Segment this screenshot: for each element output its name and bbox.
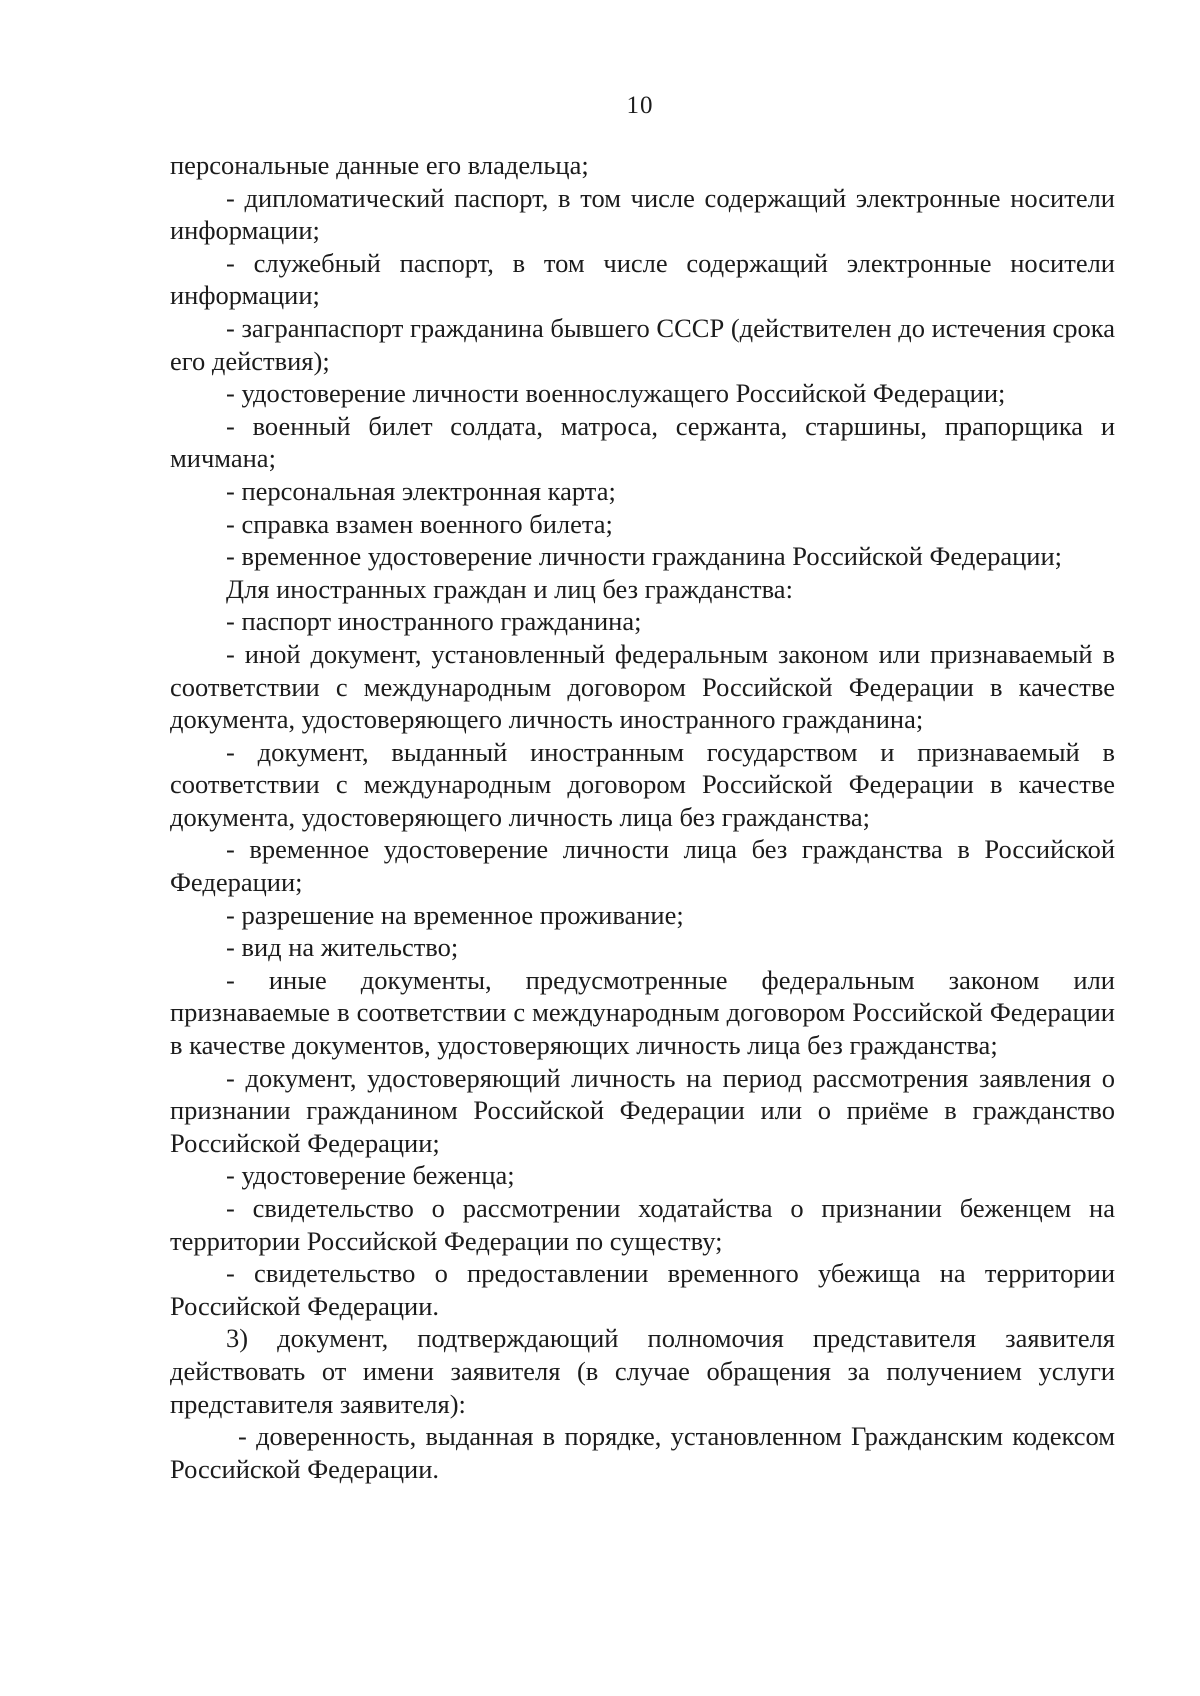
list-item: - документ, выданный иностранным государством и признаваемый в соответствии с международным договором Российской Федерации в качестве документа, удостоверяющего личность лица без гражданства;	[170, 736, 1115, 832]
list-item: - справка взамен военного билета;	[226, 508, 613, 539]
section-heading: Для иностранных граждан и лиц без гражданства:	[226, 573, 793, 604]
list-item: - загранпаспорт гражданина бывшего СССР (действителен до истечения срока его действия);	[170, 312, 1115, 376]
list-item: - иные документы, предусмотренные федеральным законом или признаваемые в соответствии с международным договором Российской Федерации в качестве документов, удостоверяющих личность лица без гражданства;	[170, 964, 1115, 1061]
list-item: - удостоверение личности военнослужащего Российской Федерации;	[226, 378, 1006, 409]
list-item: - временное удостоверение личности гражданина Российской Федерации;	[226, 541, 1063, 572]
list-item: - иной документ, установленный федеральным законом или признаваемый в соответствии с международным договором Российской Федерации в качестве документа, удостоверяющего личность иностранного гражданина;	[170, 638, 1115, 735]
list-item: - удостоверение беженца;	[226, 1160, 515, 1191]
list-item: - паспорт иностранного гражданина;	[226, 606, 642, 637]
list-item: - документ, удостоверяющий личность на период рассмотрения заявления о признании гражданином Российской Федерации или о приёме в гражданство Российской Федерации;	[170, 1062, 1115, 1158]
numbered-paragraph: 3) документ, подтверждающий полномочия представителя заявителя действовать от имени заявителя (в случае обращения за получением услуги представителя заявителя):	[170, 1323, 1115, 1419]
paragraph: персональные данные его владельца;	[170, 150, 589, 180]
document-body	[170, 149, 1115, 1485]
list-item: - временное удостоверение личности лица без гражданства в Российской Федерации;	[170, 834, 1115, 898]
list-item: - свидетельство о предоставлении временного убежища на территории Российской Федерации.	[170, 1258, 1115, 1321]
list-item: - разрешение на временное проживание;	[226, 899, 684, 930]
list-item: - персональная электронная карта;	[226, 475, 616, 506]
list-item: - дипломатический паспорт, в том числе содержащий электронные носители информации;	[170, 182, 1115, 246]
list-item: - доверенность, выданная в порядке, установленном Гражданским кодексом Российской Федерации.	[170, 1421, 1115, 1484]
page-number: 10	[626, 92, 654, 119]
list-item: - служебный паспорт, в том числе содержащий электронные носители информации;	[170, 247, 1115, 311]
list-item: - вид на жительство;	[226, 932, 459, 963]
list-item: - свидетельство о рассмотрении ходатайства о признании беженцем на территории Российской Федерации по существу;	[170, 1193, 1115, 1256]
list-item: - военный билет солдата, матроса, сержанта, старшины, прапорщика и мичмана;	[170, 410, 1115, 474]
